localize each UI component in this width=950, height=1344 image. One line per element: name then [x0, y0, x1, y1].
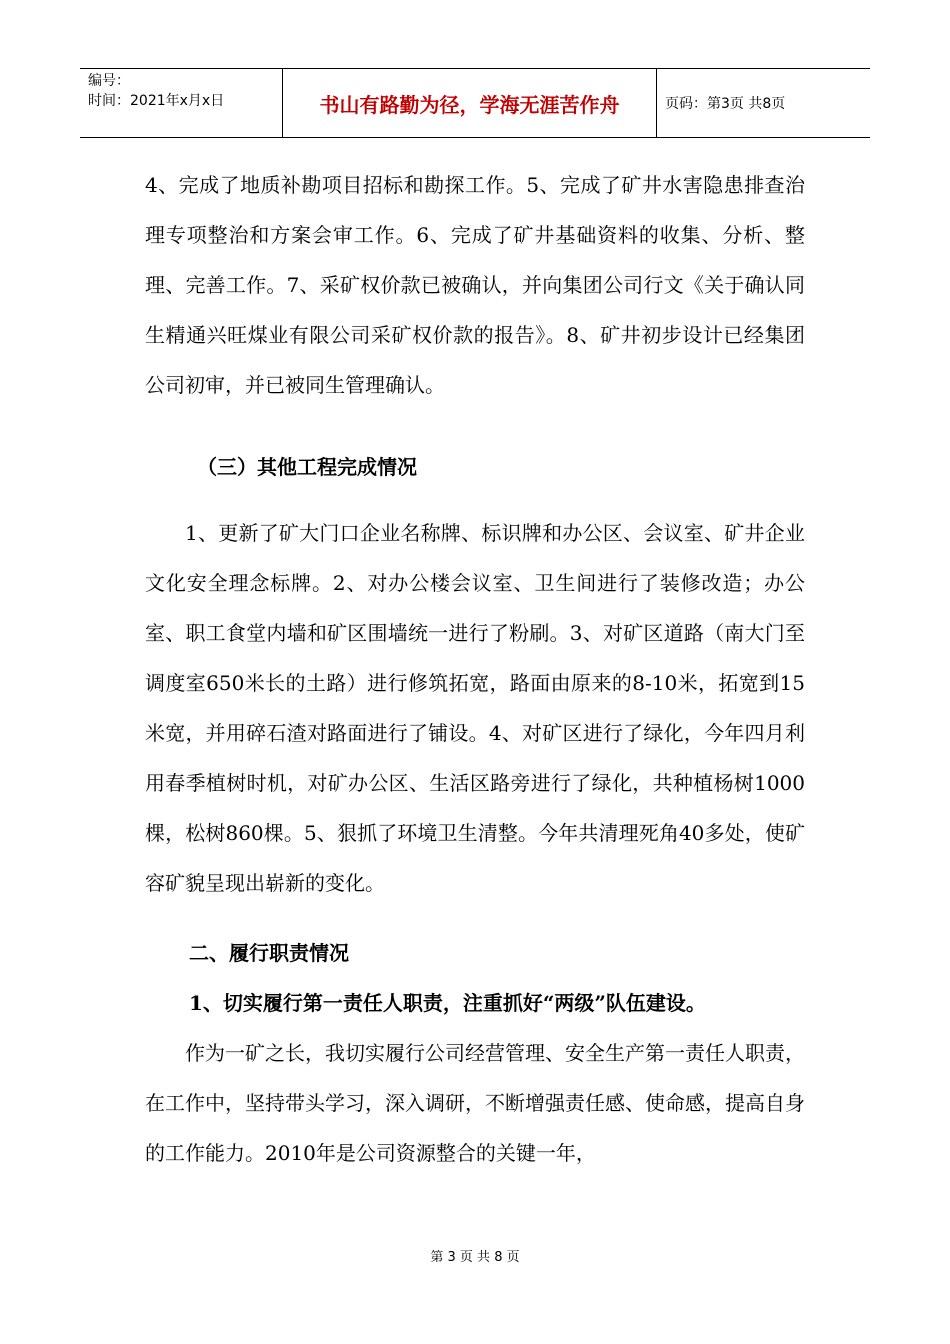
header-page-info: 页码：第3页 共8页 — [665, 96, 786, 112]
time-label: 时间：2021年x月x日 — [88, 93, 225, 109]
subheading-first-responsibility: 1、切实履行第一责任人职责，注重抓好“两级”队伍建设。 — [189, 991, 706, 1015]
header-meta — [80, 69, 283, 137]
paragraph-2: 1、更新了矿大门口企业名称牌、标识牌和办公区、会议室、矿井企业文化安全理念标牌。2、对办公楼会议室、卫生间进行了装修改造；办公室、职工食堂内墙和矿区围墙统一进行了粉刷。3、对矿区道路（南大门至调度室650米长的土路）进行修筑拓宽，路面由原来的8-10米，拓宽到15米宽，并用碎石渣对路面进行了铺设。4、对矿区进行了绿化，今年四月利用春季植树时机，对矿办公区、生活区路旁进行了绿化，共种植杨树1000棵，松树860棵。5、狠抓了环境卫生清整。今年共清理死角40多处，使矿容矿貌呈现出崭新的变化。 — [145, 521, 805, 895]
section-heading-duties: 二、履行职责情况 — [189, 941, 349, 965]
page-header — [80, 68, 870, 138]
page-footer: 第 3 页 共 8 页 — [430, 1250, 520, 1265]
document-body — [145, 160, 805, 1178]
paragraph-3: 作为一矿之长，我切实履行公司经营管理、安全生产第一责任人职责，在工作中，坚持带头学习，深入调研，不断增强责任感、使命感，提高自身的工作能力。2010年是公司资源整合的关键一年， — [145, 1041, 805, 1165]
header-motto: 书山有路勤为径，学海无涯苦作舟 — [283, 69, 657, 137]
number-label: 编号： — [88, 73, 130, 89]
subheading-other-projects: （三）其他工程完成情况 — [197, 455, 417, 479]
paragraph-1: 4、完成了地质补勘项目招标和勘探工作。5、完成了矿井水害隐患排查治理专项整治和方案会审工作。6、完成了矿井基础资料的收集、分析、整理、完善工作。7、采矿权价款已被确认，并向集团公司行文《关于确认同生精通兴旺煤业有限公司采矿权价款的报告》。8、矿井初步设计已经集团公司初审，并已被同生管理确认。 — [145, 173, 805, 397]
